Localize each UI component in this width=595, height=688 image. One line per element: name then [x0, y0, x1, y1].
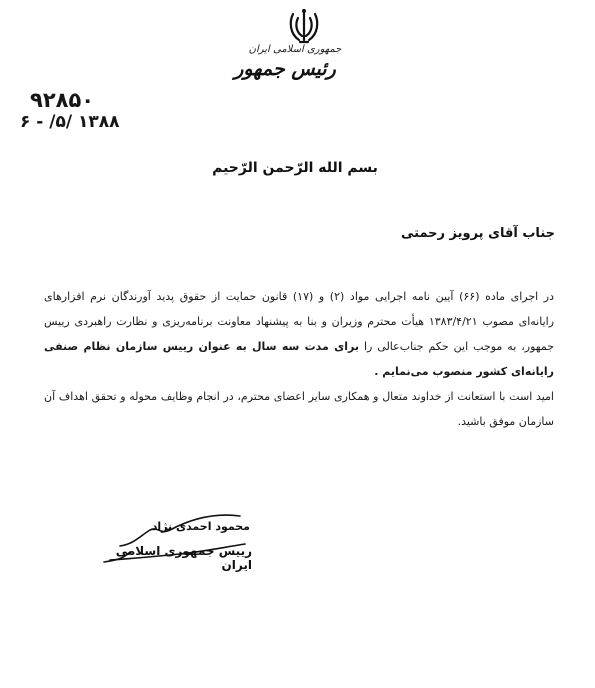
header-country: جمهوری اسلامی ایران	[248, 44, 342, 55]
iran-emblem-icon	[287, 6, 321, 46]
body-paragraph-1	[44, 284, 554, 384]
header-office: رئیس جمهور	[234, 58, 336, 80]
reference-date: ۱۳۸۸ /۵/ - ۶	[20, 112, 120, 132]
body-paragraph-1-text: در اجرای ماده (۶۶) آیین نامه اجرایی مواد (۲) و (۱۷) قانون حمایت از حقوق پدید آورندگان نرم افزارهای رایانه‌ای مصوب ۱۳۸۳/۴/۲۱ هیأت محترم وزیران و بنا به پیشنهاد معاونت برنامه‌ریزی و نظارت راهبردی رییس جمهور، به موجب این حکم جناب‌عالی را	[44, 290, 555, 353]
body-paragraph-1-bold: برای مدت سه سال به عنوان رییس سازمان نظام صنفی رایانه‌ای کشور منصوب می‌نمایم .	[44, 340, 554, 378]
letter-body	[44, 284, 554, 434]
signatory-name: محمود احمدی نژاد	[151, 520, 250, 533]
bismillah-heading: بسم الله الرّحمن الرّحیم	[212, 160, 378, 176]
reference-number: ۹۲۸۵۰	[30, 88, 95, 112]
body-paragraph-2: امید است با استعانت از خداوند متعال و همکاری سایر اعضای محترم، در انجام وظایف محوله و تحقق اهداف آن سازمان موفق باشید.	[44, 390, 554, 428]
signatory-title: رییس جمهوری اسلامی ایران	[115, 544, 252, 572]
addressee: جناب آقای پرویز رحمتی	[400, 226, 555, 241]
